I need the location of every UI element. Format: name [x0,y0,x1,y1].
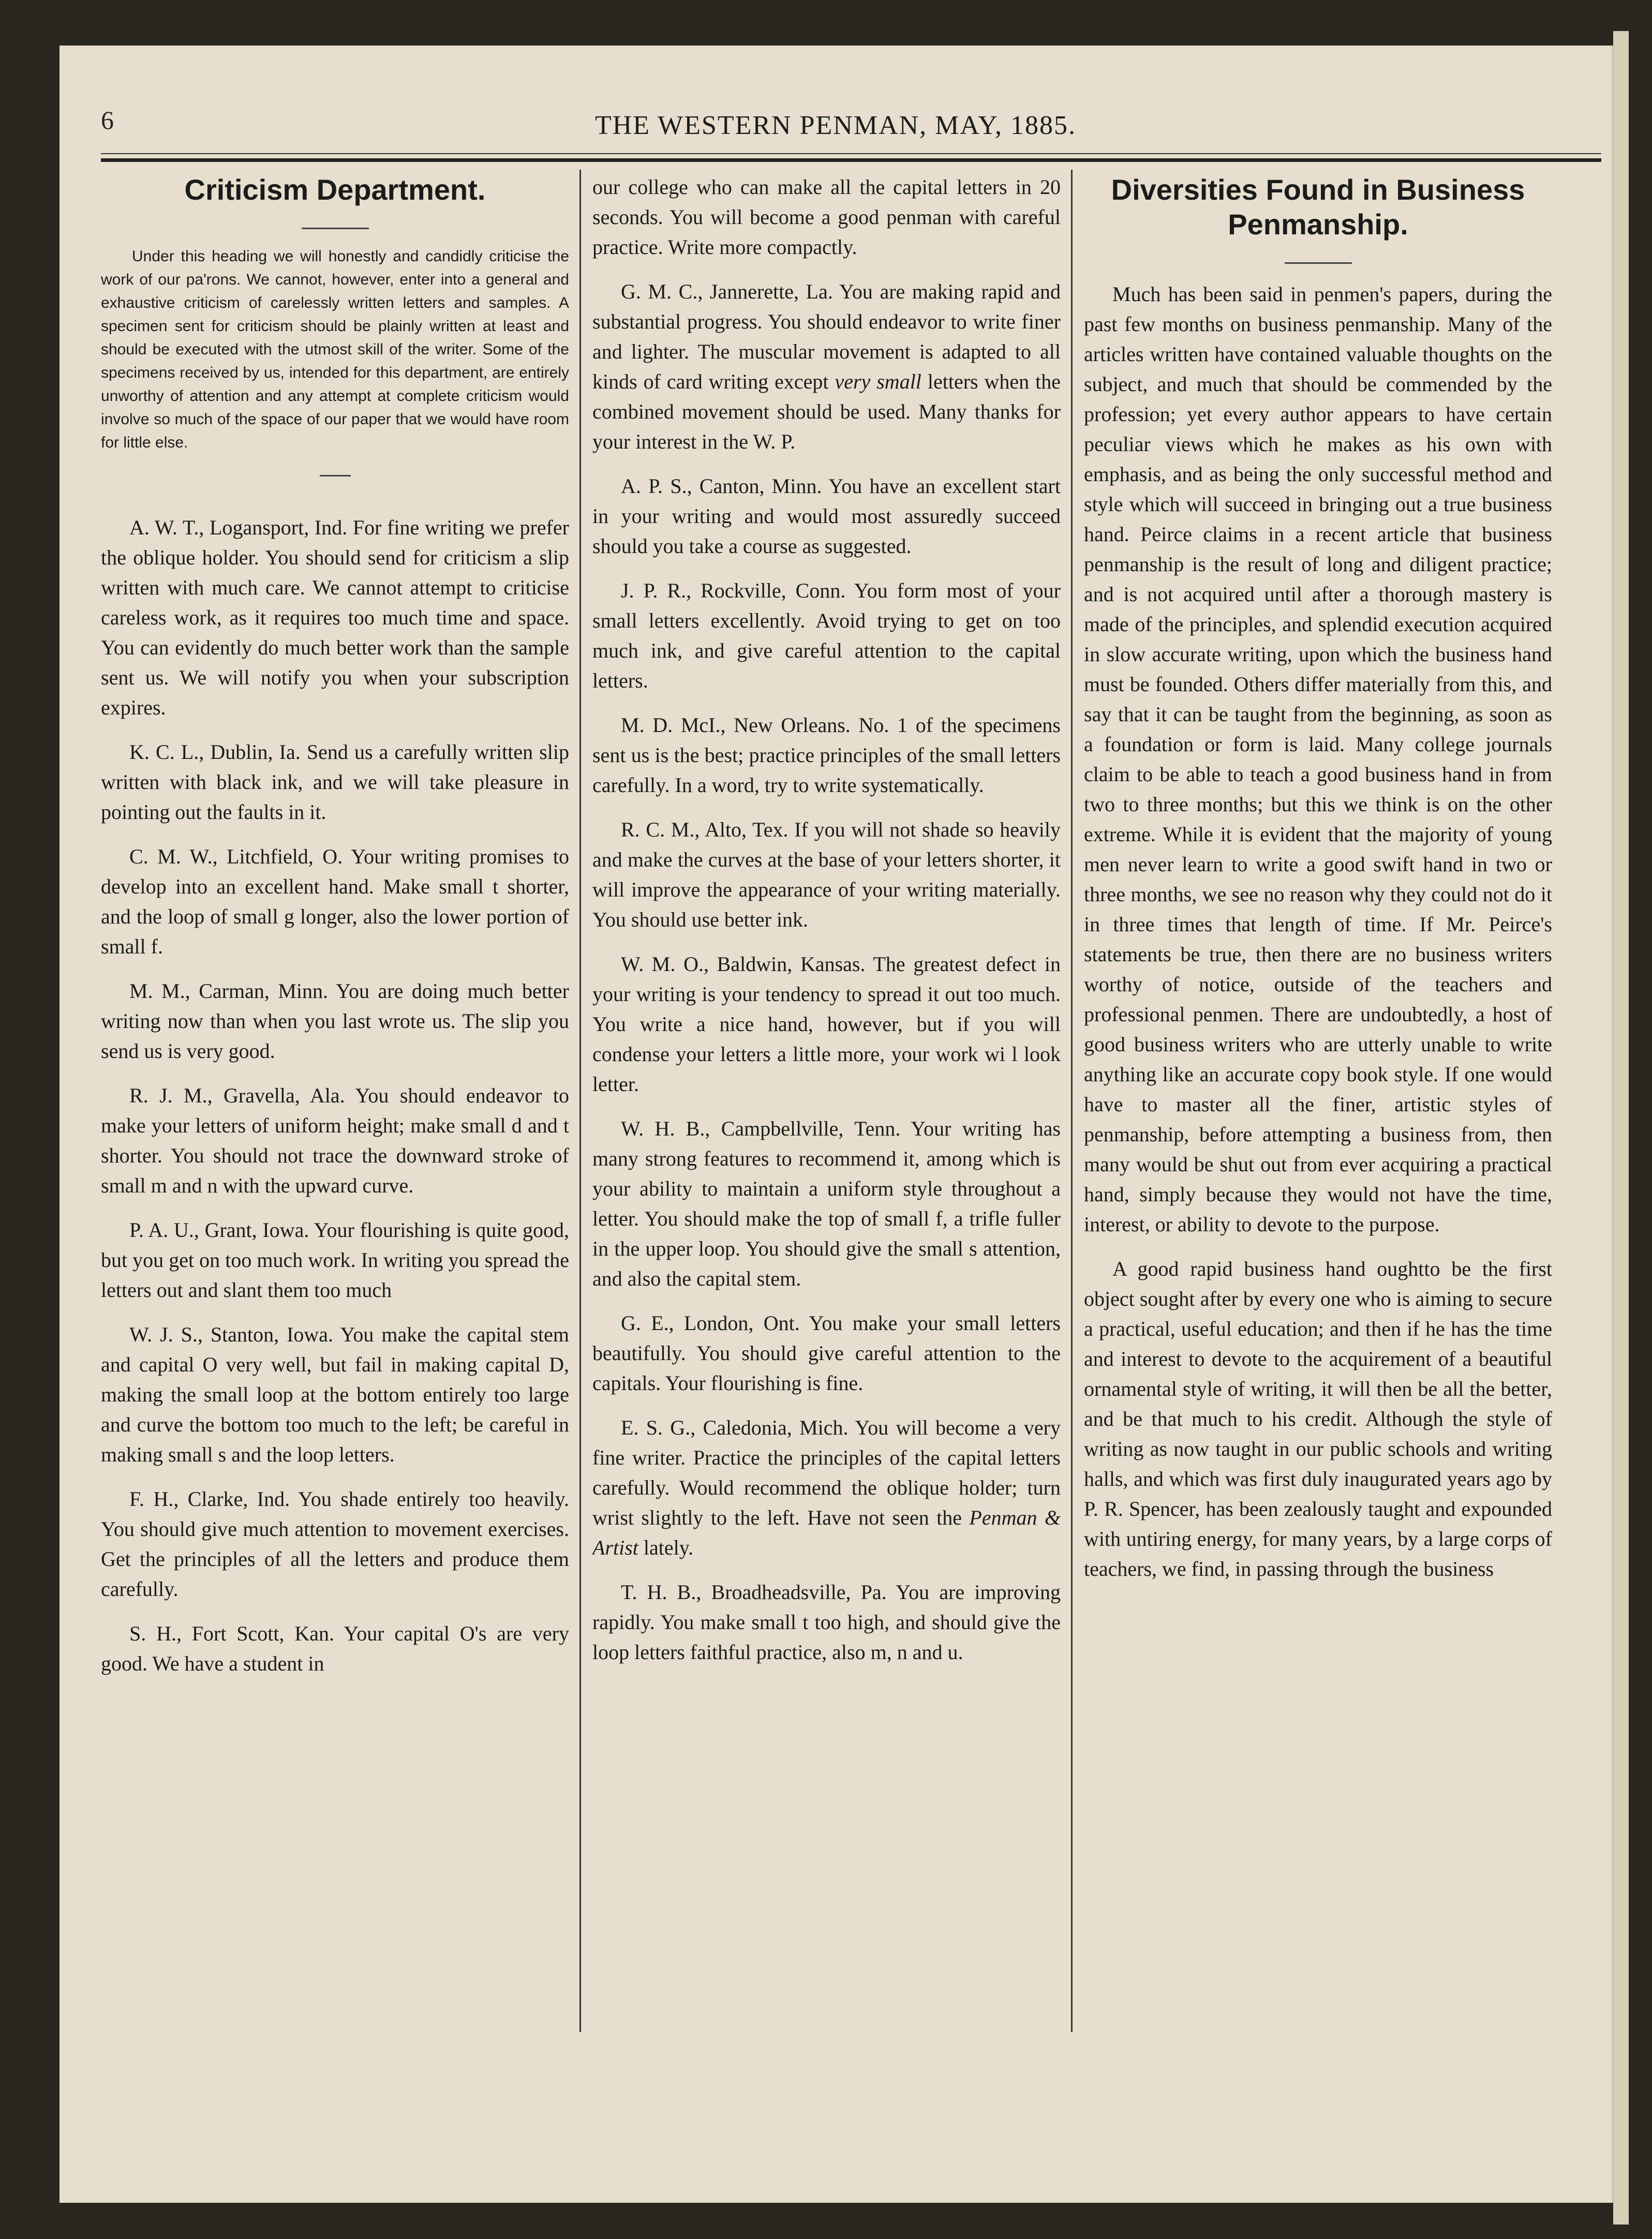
criticism-entry: P. A. U., Grant, Iowa. Your flourishing is quite good, but you get on too much work. In writing you spread the letters out and slant them too much [101,1218,569,1302]
criticism-entry: T. H. B., Broadheadsville, Pa. You are improving rapidly. You make small t too high, and should give the loop letters faithful practice, also m, n and u. [592,1580,1061,1664]
header-rule-thin [101,153,1601,154]
masthead: THE WESTERN PENMAN, MAY, 1885. [594,111,1077,140]
criticism-entry [592,1413,1061,1563]
page-number: 6 [101,106,114,135]
criticism-entry: A. W. T., Logansport, Ind. For fine writing we prefer the oblique holder. You should send for criticism a slip written with much care. We cannot attempt to criticise careless work, as it requires too much time and space. You can evidently do much better work than the sample sent us. We will notify you when your subscription expires. [101,516,569,720]
entry-emphasis: Penman & Artist [592,1506,1061,1559]
page-edge [1613,31,1629,2225]
criticism-entry: W. M. O., Baldwin, Kansas. The greatest defect in your writing is your tendency to spread it out too much. You write a nice hand, however, but if you will condense your letters a little more, your work wi l look letter. [592,952,1061,1096]
criticism-entry: F. H., Clarke, Ind. You shade entirely too heavily. You should give much attention to movement exercises. Get the principles of all the letters and produce them carefully. [101,1487,569,1601]
article-paragraph: A good rapid business hand oughtto be the first object sought after by every one who is aiming to secure a practical, useful education; and then if he has the time and interest to devote to the acquirement of a beautiful ornamental style of writing, it will then be all the better, and be that much to his credit. Although the style of writing as now taught in our public schools and writing halls, and which was first duly inaugurated years ago by P. R. Spencer, has been zealously taught and expounded with untiring energy, for many years, by a large corps of teachers, we find, in passing through the business [1084,1257,1552,1581]
entry-text: lately. [638,1536,694,1559]
criticism-entry: R. C. M., Alto, Tex. If you will not shade so heavily and make the curves at the base of your letters shorter, it will improve the appearance of your writing materially. You should use better ink. [592,818,1061,931]
column-divider-2 [1071,170,1073,2032]
criticism-entry: K. C. L., Dublin, Ia. Send us a carefully written slip written with black ink, and we will take pleasure in pointing out the faults in it. [101,740,569,824]
column-1 [101,172,569,2174]
column-2 [592,172,1061,2174]
section-rule [320,475,351,476]
criticism-entry: S. H., Fort Scott, Kan. Your capital O's are very good. We have a student in [101,1622,569,1676]
column-divider-1 [579,170,581,2032]
page-header [59,46,1612,159]
criticism-entry: W. H. B., Campbellville, Tenn. Your writing has many strong features to recommend it, among which is your ability to maintain a uniform style throughout a letter. You should make the top of small f, a trifle fuller in the upper loop. You should give the small s attention, and also the capital stem. [592,1117,1061,1290]
entry-text: letters when the combined movement should be used. Many thanks for your interest in the W. P. [592,370,1061,453]
criticism-entry: J. P. R., Rockville, Conn. You form most of your small letters excellently. Avoid trying to get on too much ink, and give careful attention to the capital letters. [592,579,1061,692]
criticism-entry: W. J. S., Stanton, Iowa. You make the capital stem and capital O very well, but fail in making capital D, making the small loop at the bottom entirely too large and curve the bottom too much to the left; be careful in making small s and the loop letters. [101,1323,569,1467]
header-rule-thick [101,158,1601,162]
criticism-entry: R. J. M., Gravella, Ala. You should endeavor to make your letters of uniform height; make small d and t shorter. You should not trace the downward stroke of small m and n with the upward curve. [101,1084,569,1198]
criticism-intro: Under this heading we will honestly and candidly criticise the work of our pa'rons. We cannot, however, enter into a general and exhaustive criticism of carelessly written letters and samples. A specimen sent for criticism should be plainly written at least and should be executed with the utmost skill of the writer. Some of the specimens received by us, intended for this department, are entirely unworthy of attention and any attempt at complete criticism would involve so much of the space of our paper that we would have room for little else. [101,248,569,452]
criticism-title: Criticism Department. [184,173,486,206]
criticism-entry [592,277,1061,457]
newspaper-page [59,46,1612,2203]
criticism-entry: M. D. McI., New Orleans. No. 1 of the specimens sent us is the best; practice principles of the small letters carefully. In a word, try to write systematically. [592,713,1061,797]
entry-emphasis: very small [835,370,921,393]
title-rule [302,228,369,229]
entry-text: G. M. C., Jannerette, La. You are making rapid and substantial progress. You should endeavor to write finer and lighter. The muscular movement is adapted to all kinds of card writing except [592,280,1061,393]
column-3 [1084,172,1552,2174]
criticism-entry: G. E., London, Ont. You make your small letters beautifully. You should give careful attention to the capitals. Your flourishing is fine. [592,1311,1061,1395]
entry-text: E. S. G., Caledonia, Mich. You will become a very fine writer. Practice the principles of the capital letters carefully. Would recommend the oblique holder; turn wrist slightly to the left. Have not seen the [592,1416,1061,1529]
criticism-entry: C. M. W., Litchfield, O. Your writing promises to develop into an excellent hand. Make small t shorter, and the loop of small g longer, also the lower portion of small f. [101,845,569,959]
diversities-title: Diversities Found in Business Penmanship. [1111,173,1525,241]
title-rule [1285,262,1352,264]
criticism-continuation: our college who can make all the capital letters in 20 seconds. You will become a good penman with careful practice. Write more compactly. [592,175,1061,259]
article-paragraph: Much has been said in penmen's papers, during the past few months on business penmanship. Many of the articles written have contained valuable thoughts on the subject, and much that should be commended by the profession; yet every author appears to have certain peculiar views which he makes as his own with emphasis, and as being the only successful method and style which will succeed in bringing out a true business hand. Peirce claims in a recent article that business penmanship is the result of long and diligent practice; and is not acquired until after a thorough mastery is made of the principles, and splendid execution acquired in slow accurate writing, upon which the business hand must be founded. Others differ materially from this, and say that it can be taught from the beginning, as soon as a foundation or form is laid. Many college journals claim to be able to teach a good business hand in from two to three months; but this we think is on the other extreme. While it is evident that the majority of young men never learn to write a good swift hand in two or three months, we see no reason why they could not do it in three times that length of time. If Mr. Peirce's statements be true, then there are no business writers worthy of notice, outside of the teachers and professional penmen. There are undoubtedly, a host of good business writers who are utterly unable to write anything like an accurate copy book style. If one would have to master all the finer, artistic styles of penmanship, before attempting a business from, then many would be shut out from ever acquiring a practical hand, simply because they would not have the time, interest, or ability to devote to the purpose. [1084,282,1552,1236]
criticism-entry: A. P. S., Canton, Minn. You have an excellent start in your writing and would most assuredly succeed should you take a course as suggested. [592,474,1061,558]
criticism-entry: M. M., Carman, Minn. You are doing much better writing now than when you last wrote us. The slip you send us is very good. [101,979,569,1063]
